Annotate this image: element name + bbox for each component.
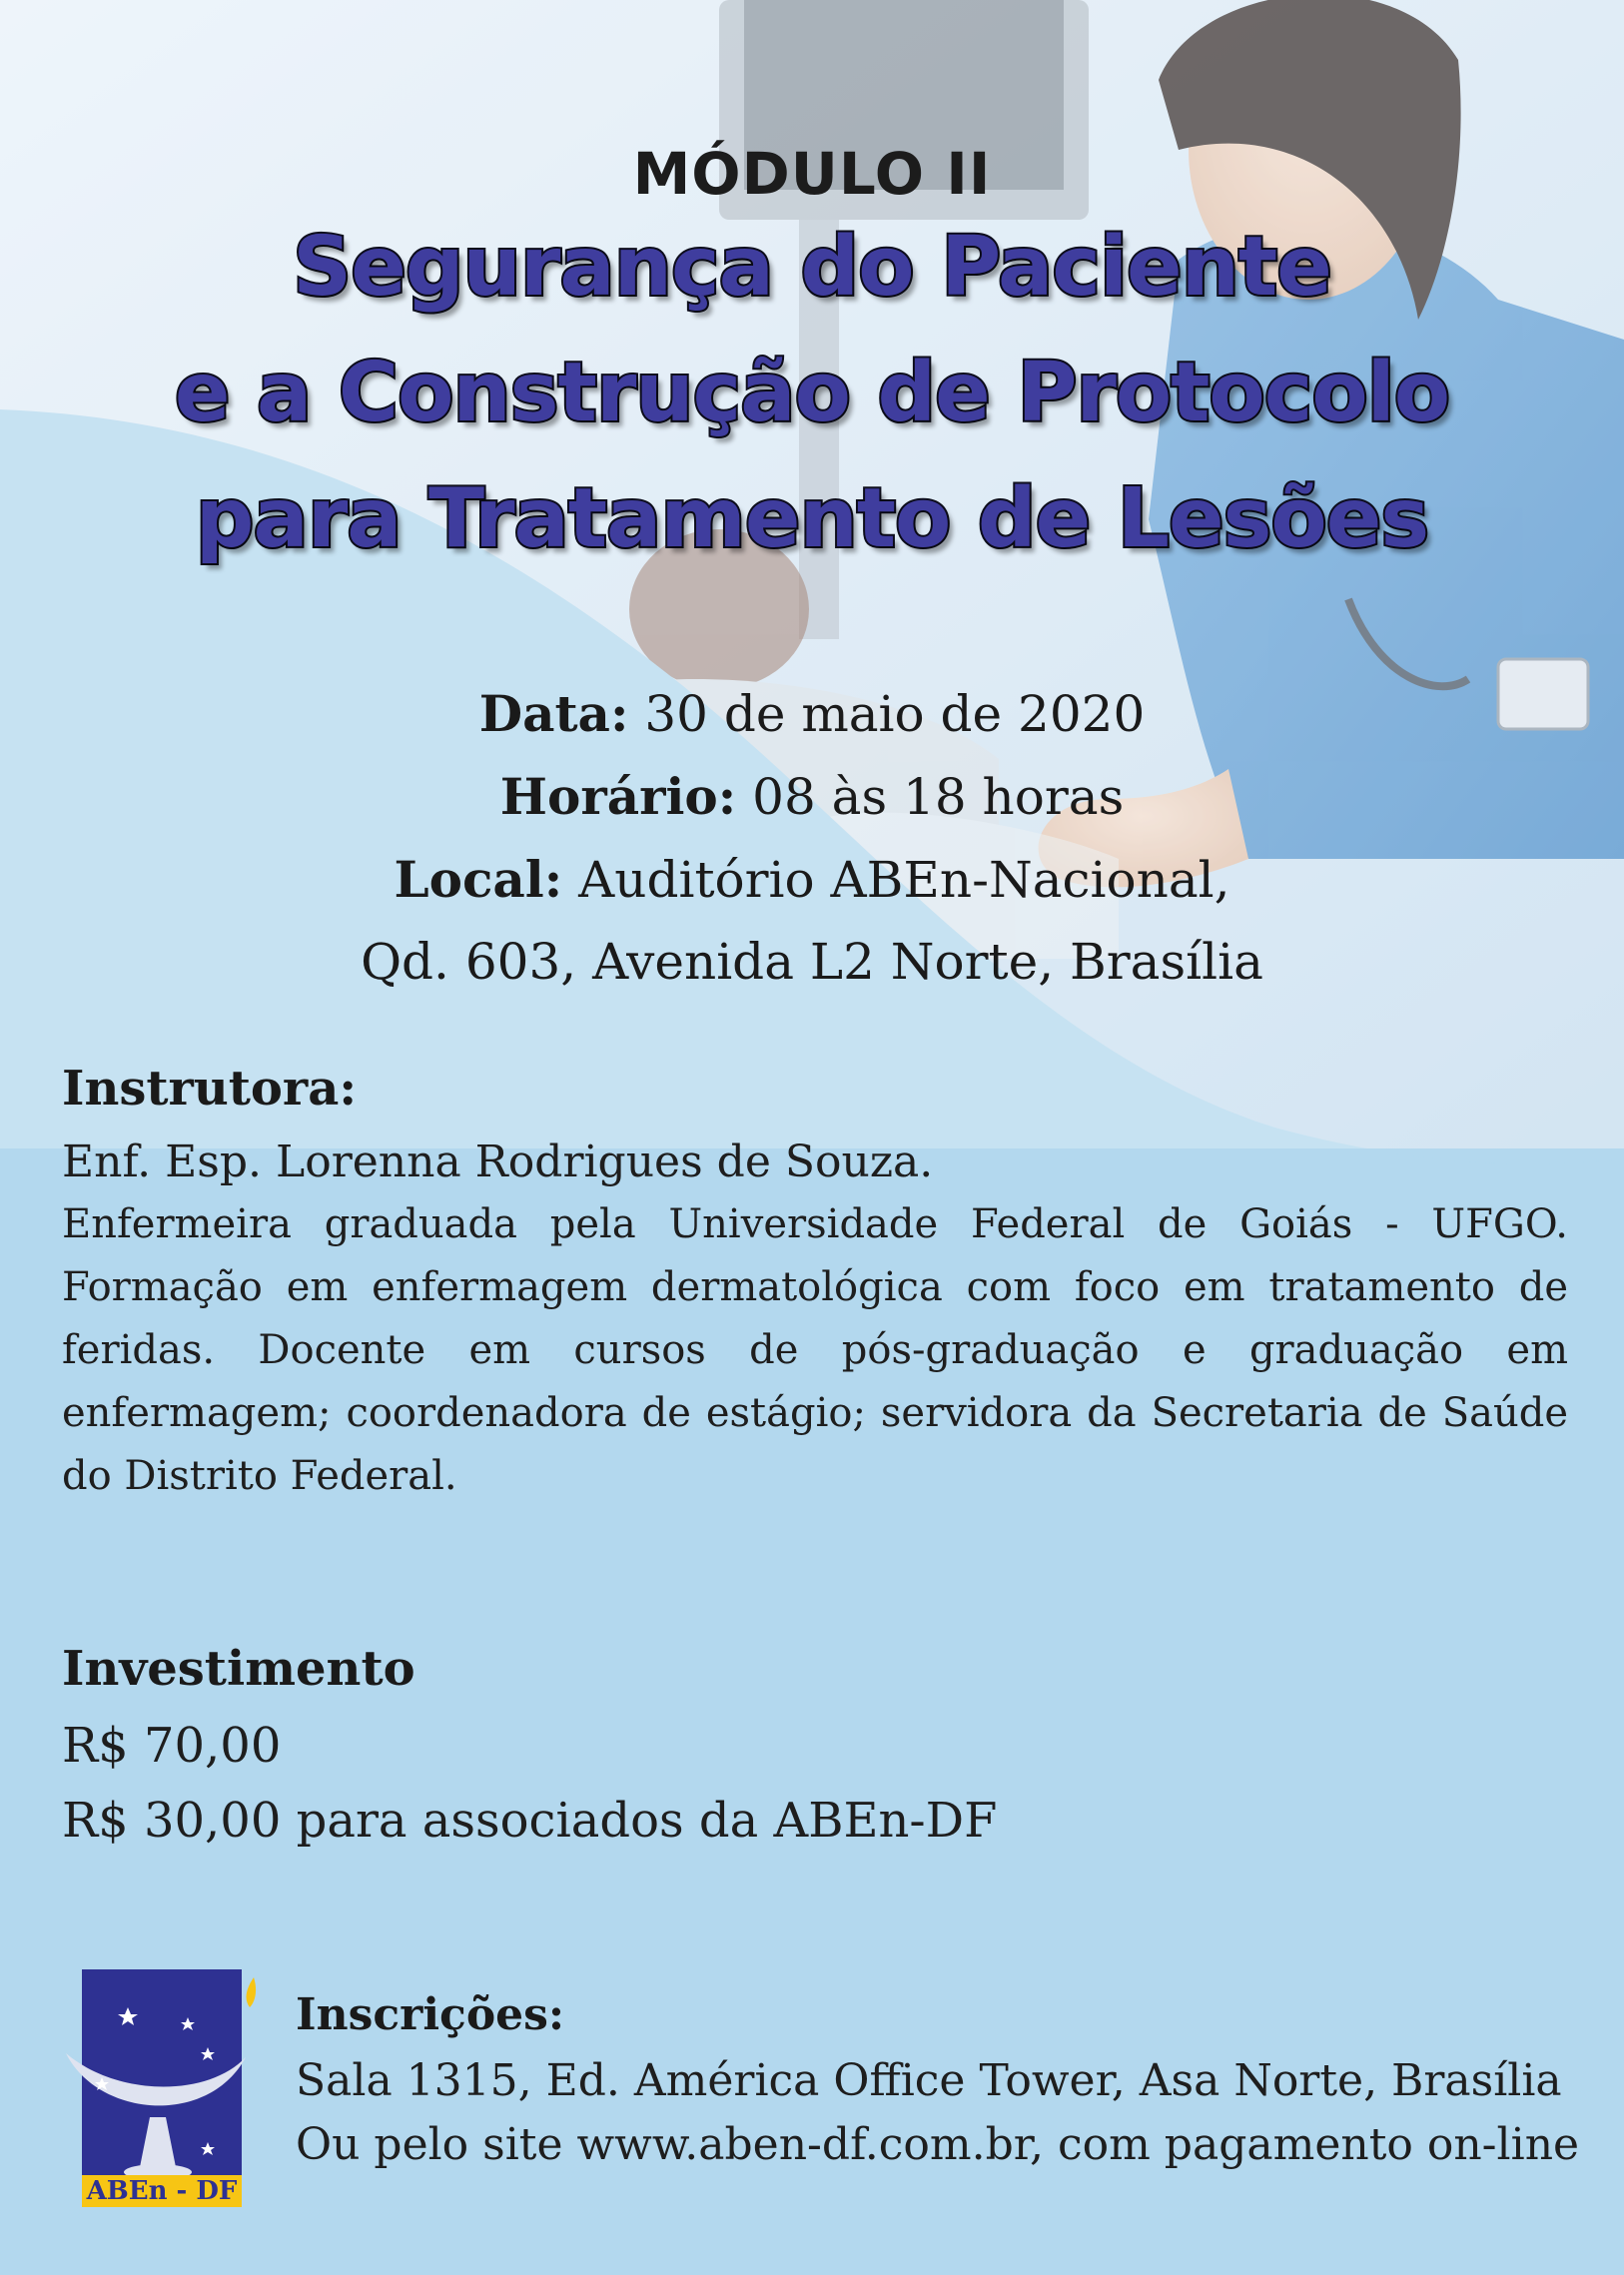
event-address: Qd. 603, Avenida L2 Norte, Brasília: [361, 933, 1263, 991]
time-value: 08 às 18 horas: [752, 768, 1125, 826]
place-label: Local:: [394, 850, 563, 909]
aben-df-logo: [58, 1967, 258, 2207]
price-full: R$ 70,00: [62, 1718, 282, 1774]
event-place: [0, 850, 1624, 909]
logo-text: ABEn - DF: [86, 2176, 238, 2206]
title-line-2: e a Construção de Protocolo: [174, 346, 1450, 440]
date-label: Data:: [478, 684, 629, 743]
instructor-name: Enf. Esp. Lorenna Rodrigues de Souza.: [62, 1137, 934, 1187]
investment-heading: Investimento: [62, 1641, 415, 1697]
registration-heading: Inscrições:: [296, 1989, 565, 2040]
module-label: MÓDULO II: [632, 140, 992, 208]
instructor-heading: Instrutora:: [62, 1061, 358, 1117]
registration-address: Sala 1315, Ed. América Office Tower, Asa Norte, Brasília: [296, 2055, 1562, 2106]
instructor-bio: Enfermeira graduada pela Universidade Federal de Goiás - UFGO. Formação em enfermagem dermatológica com foco em tratamento de feridas. Docente em cursos de pós-graduação e graduação em enfermagem; coordenadora de estágio; servidora da Secretaria de Saúde do Distrito Federal.: [62, 1201, 1568, 1499]
logo-graphic: [58, 1967, 258, 2207]
date-value: 30 de maio de 2020: [644, 685, 1146, 743]
time-label: Horário:: [499, 767, 737, 826]
event-date: [0, 684, 1624, 743]
title-line-1: Segurança do Paciente: [293, 220, 1331, 315]
price-members: R$ 30,00 para associados da ABEn-DF: [62, 1793, 998, 1849]
registration-website[interactable]: Ou pelo site www.aben-df.com.br, com pagamento on-line: [296, 2119, 1580, 2170]
event-time: [0, 767, 1624, 826]
place-value: Auditório ABEn-Nacional,: [578, 851, 1230, 909]
title-line-3: para Tratamento de Lesões: [195, 471, 1429, 566]
